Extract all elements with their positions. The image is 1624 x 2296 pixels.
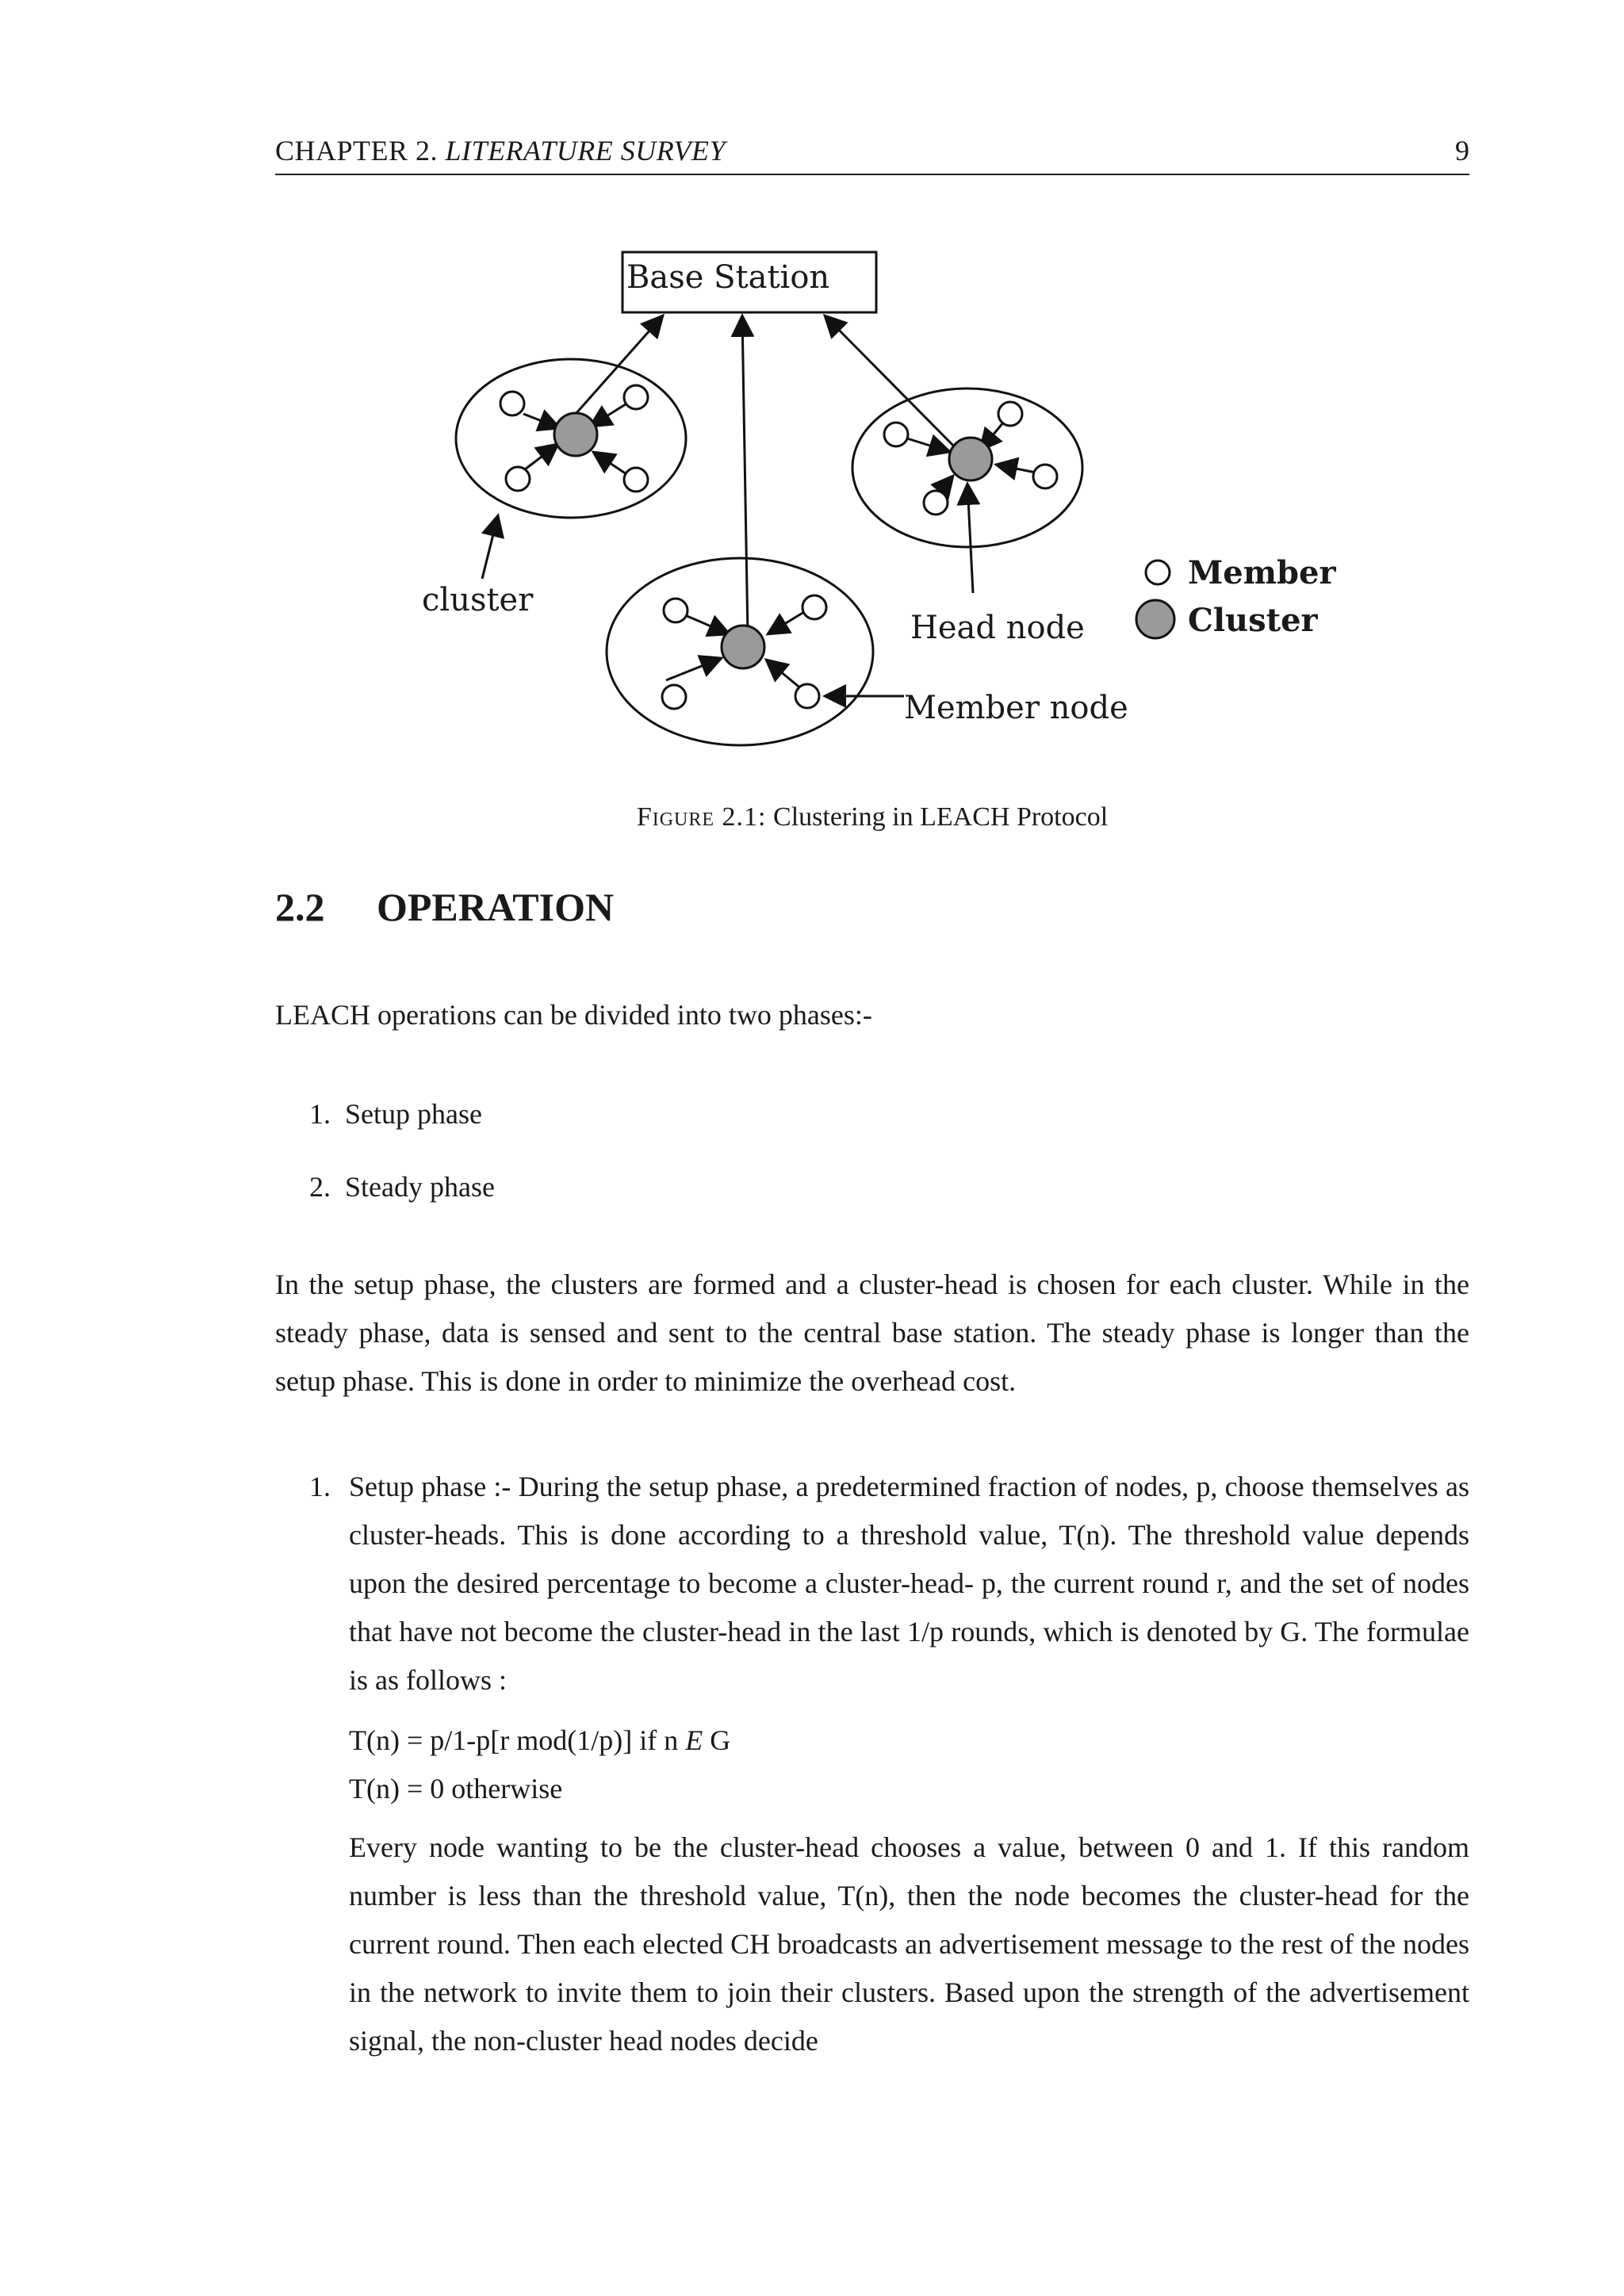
head-node <box>722 626 764 668</box>
formula-line-2: T(n) = 0 otherwise <box>349 1773 563 1804</box>
member-node <box>998 402 1022 426</box>
chapter-number: CHAPTER 2. <box>275 135 439 166</box>
list-item-label: Steady phase <box>345 1171 495 1203</box>
list-marker: 2. <box>309 1171 331 1203</box>
member-node <box>664 599 688 622</box>
legend-member-label: Member <box>1188 554 1336 591</box>
member-node <box>500 392 524 415</box>
list-marker: 1. <box>309 1471 331 1502</box>
setup-phase-text: Setup phase :- During the setup phase, a predetermined fraction of nodes, p, choose themselves as cluster-heads. This is done according to a threshold value, T(n). The threshold value depends upon the desired percentage to become a cluster-head- p, the current round r, and the set of nodes that have not become the cluster-head in the last 1/p rounds, which is denoted by G. The formulae is as follows : <box>349 1471 1469 1696</box>
cluster-head-paragraph: Every node wanting to be the cluster-head chooses a value, between 0 and 1. If this random number is less than the threshold value, T(n), then the node becomes the cluster-head for the current round. Then each elected CH broadcasts an advertisement message to the rest of the nodes in the network to invite them to join their clusters. Based upon the strength of the advertisement signal, the non-cluster head nodes decide <box>349 1831 1469 2057</box>
caption-text: Clustering in LEACH Protocol <box>773 802 1109 832</box>
chapter-title: LITERATURE SURVEY <box>445 135 726 166</box>
legend-cluster-icon <box>1136 600 1174 638</box>
arrow-member-left-3 <box>525 444 558 469</box>
head-node <box>949 438 992 480</box>
arrow-member-right-1 <box>907 438 950 452</box>
arrow-member-bottom-1 <box>685 615 730 634</box>
member-node <box>884 423 908 446</box>
base-station-label: Base Station <box>626 259 830 296</box>
cluster-label: cluster <box>422 582 534 618</box>
member-node <box>1033 465 1057 488</box>
arrow-cluster-label <box>482 515 498 579</box>
caption-prefix: Figure 2.1: <box>636 802 767 832</box>
formula-1-symbol: E <box>685 1724 703 1756</box>
head-node-label: Head node <box>910 610 1085 646</box>
member-node <box>662 685 686 709</box>
arrow-head-node-label <box>967 484 973 593</box>
legend-cluster-label: Cluster <box>1188 602 1318 639</box>
figure-caption <box>275 802 1469 832</box>
formula-1-start: T(n) = p/1-p[r mod(1/p)] if n <box>349 1724 686 1756</box>
section-title: OPERATION <box>377 885 615 929</box>
arrow-member-bottom-4 <box>766 660 802 690</box>
list-item-label: Setup phase <box>345 1098 482 1130</box>
member-node <box>924 491 948 515</box>
arrow-member-bottom-3 <box>666 658 722 680</box>
arrow-member-left-2 <box>590 403 628 427</box>
leach-clustering-figure <box>396 238 1348 761</box>
formula-line-1 <box>349 1716 730 1765</box>
intro-paragraph: LEACH operations can be divided into two phases:- <box>275 999 872 1031</box>
list-item <box>309 1090 1419 1163</box>
member-node <box>795 684 819 708</box>
arrow-member-bottom-2 <box>768 612 804 634</box>
running-header <box>275 131 1469 175</box>
member-node <box>506 467 530 491</box>
arrow-head-bottom-to-base <box>742 316 748 636</box>
phases-paragraph: In the setup phase, the clusters are formed and a cluster-head is chosen for each cluster. While in the steady phase, data is sensed and sent to the central base station. The steady phase is longer than the setup phase. This is done in order to minimize the overhead cost. <box>275 1269 1469 1397</box>
head-node <box>554 413 597 456</box>
arrow-member-right-4 <box>996 465 1036 473</box>
section-heading <box>275 884 614 930</box>
list-marker: 1. <box>309 1098 331 1130</box>
member-node <box>624 468 648 492</box>
arrow-member-left-1 <box>523 414 560 428</box>
legend-member-icon <box>1146 561 1170 584</box>
member-node <box>624 385 648 409</box>
page-number: 9 <box>1455 135 1469 166</box>
member-node-label: Member node <box>904 690 1128 726</box>
member-node <box>802 595 826 619</box>
arrow-member-left-4 <box>593 452 626 474</box>
arrow-head-left-to-base <box>576 316 663 414</box>
section-number: 2.2 <box>275 885 325 929</box>
phase-list <box>309 1090 1419 1236</box>
clustering-diagram <box>396 238 1348 761</box>
threshold-formula <box>349 1716 730 1813</box>
list-item <box>309 1163 1419 1236</box>
chapter-header <box>275 134 726 167</box>
formula-1-end: G <box>703 1724 731 1756</box>
